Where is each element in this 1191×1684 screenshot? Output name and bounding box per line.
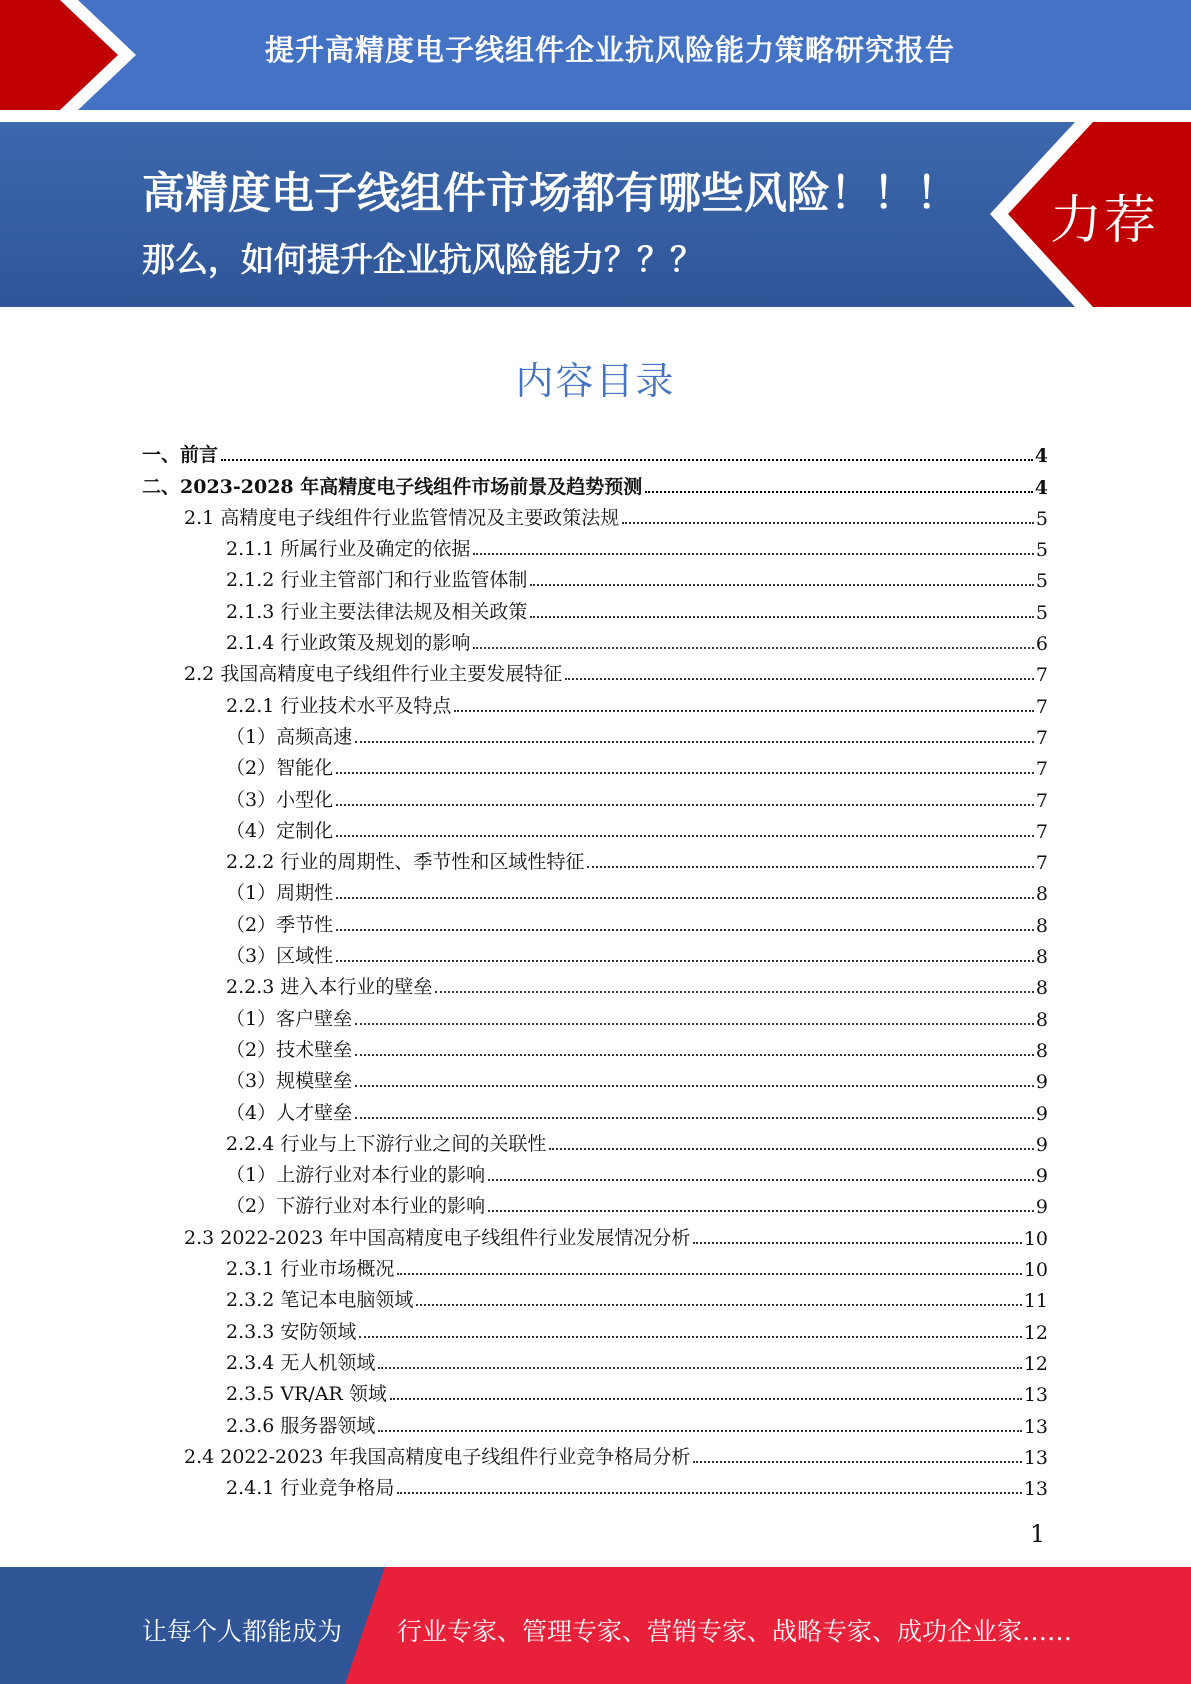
toc-entry-page: 7 <box>1035 820 1048 843</box>
toc-entry-text: 一、前言 <box>142 444 219 467</box>
toc-entry[interactable] <box>142 1093 1048 1124</box>
toc-entry-text: （3）区域性 <box>226 945 334 968</box>
toc-dot-leader <box>336 771 1034 774</box>
toc-dot-leader <box>549 1147 1034 1150</box>
toc-entry-text: 2.1.2 行业主管部门和行业监管体制 <box>226 569 528 592</box>
toc-entry[interactable] <box>142 686 1048 717</box>
toc-entry-text: 2.3 2022-2023 年中国高精度电子线组件行业发展情况分析 <box>184 1226 691 1249</box>
toc-entry-page: 9 <box>1035 1165 1048 1188</box>
toc-entry-page: 8 <box>1035 914 1048 937</box>
toc-entry-page: 8 <box>1035 1008 1048 1031</box>
toc-entry[interactable] <box>142 561 1048 592</box>
toc-entry[interactable] <box>142 905 1048 936</box>
toc-entry-page: 7 <box>1035 664 1048 687</box>
toc-entry-text: 2.3.6 服务器领域 <box>226 1414 376 1437</box>
toc-dot-leader <box>693 1241 1021 1244</box>
toc-entry-page: 12 <box>1023 1321 1048 1344</box>
toc-entry-page: 13 <box>1023 1384 1048 1407</box>
toc-entry-text: （3）规模壁垒 <box>226 1070 353 1093</box>
toc-entry-text: （1）上游行业对本行业的影响 <box>226 1164 486 1187</box>
toc-dot-leader <box>336 834 1034 837</box>
toc-entry-text: 2.2.3 进入本行业的壁垒 <box>226 976 433 999</box>
toc-entry-page: 11 <box>1023 1290 1048 1313</box>
toc-entry-text: 2.1.3 行业主要法律法规及相关政策 <box>226 600 528 623</box>
toc-dot-leader <box>355 1116 1034 1119</box>
toc-entry-text: 2.3.1 行业市场概况 <box>226 1258 395 1281</box>
toc-dot-leader <box>355 740 1034 743</box>
report-title: 提升高精度电子线组件企业抗风险能力策略研究报告 <box>264 33 955 67</box>
toc-entry-text: （2）智能化 <box>226 757 334 780</box>
toc-entry-text: 2.1.4 行业政策及规划的影响 <box>226 632 471 655</box>
toc-entry[interactable] <box>142 1281 1048 1312</box>
toc-dot-leader <box>435 990 1034 993</box>
toc-entry[interactable] <box>142 874 1048 905</box>
toc-entry-text: 2.3.3 安防领域 <box>226 1320 357 1343</box>
toc-entry-text: （4）人才壁垒 <box>226 1101 353 1124</box>
toc-dot-leader <box>473 646 1034 649</box>
toc-entry[interactable] <box>142 1312 1048 1343</box>
toc-entry[interactable] <box>142 1344 1048 1375</box>
toc-entry[interactable] <box>142 1187 1048 1218</box>
toc-entry[interactable] <box>142 499 1048 530</box>
toc-entry-page: 9 <box>1035 1071 1048 1094</box>
toc-entry-page: 8 <box>1035 977 1048 1000</box>
toc-entry-text: （2）季节性 <box>226 913 334 936</box>
toc-entry-text: （1）周期性 <box>226 882 334 905</box>
toc-dot-leader <box>587 865 1034 868</box>
toc-dot-leader <box>416 1303 1021 1306</box>
toc-entry-text: 2.2.2 行业的周期性、季节性和区域性特征 <box>226 851 585 874</box>
toc-entry-page: 13 <box>1023 1446 1048 1469</box>
toc-entry[interactable] <box>142 780 1048 811</box>
toc-dot-leader <box>336 959 1034 962</box>
toc-dot-leader <box>488 1178 1034 1181</box>
toc-entry-page: 7 <box>1035 695 1048 718</box>
toc-entry[interactable] <box>142 1406 1048 1437</box>
page-number: 1 <box>1030 1520 1046 1548</box>
toc-entry-page: 12 <box>1023 1352 1048 1375</box>
toc-entry-text: 二、2023-2028 年高精度电子线组件市场前景及趋势预测 <box>142 475 643 498</box>
toc-entry-text: 2.4 2022-2023 年我国高精度电子线组件行业竞争格局分析 <box>184 1445 691 1468</box>
toc-entry-text: （1）高频高速 <box>226 725 353 748</box>
toc-entry-page: 10 <box>1023 1259 1048 1282</box>
toc-dot-leader <box>336 896 1034 899</box>
toc-dot-leader <box>336 803 1034 806</box>
toc-dot-leader <box>397 1491 1021 1494</box>
toc-dot-leader <box>355 1022 1034 1025</box>
top-red-arrow-decoration <box>0 0 160 110</box>
toc-entry-text: （4）定制化 <box>226 819 334 842</box>
recommend-badge: 力荐 <box>1050 191 1159 251</box>
toc-dot-leader <box>488 1209 1034 1212</box>
toc-entry[interactable] <box>142 530 1048 561</box>
toc-entry-text: （3）小型化 <box>226 788 334 811</box>
toc-entry[interactable] <box>142 999 1048 1030</box>
toc-entry[interactable] <box>142 655 1048 686</box>
toc-entry[interactable] <box>142 1375 1048 1406</box>
toc-entry[interactable] <box>142 467 1048 498</box>
toc-entry[interactable] <box>142 1125 1048 1156</box>
toc-entry[interactable] <box>142 1469 1048 1500</box>
toc-entry[interactable] <box>142 1250 1048 1281</box>
footer-slogan-right: 行业专家、管理专家、营销专家、战略专家、成功企业家…… <box>397 1617 1073 1646</box>
toc-entry-page: 9 <box>1035 1196 1048 1219</box>
toc-entry-page: 5 <box>1035 601 1048 624</box>
toc-dot-leader <box>221 458 1033 461</box>
toc-entry[interactable] <box>142 843 1048 874</box>
toc-title: 内容目录 <box>515 359 676 403</box>
toc-dot-leader <box>355 1084 1034 1087</box>
toc-entry[interactable] <box>142 1031 1048 1062</box>
toc-entry-page: 7 <box>1035 726 1048 749</box>
toc-dot-leader <box>378 1429 1021 1432</box>
toc-entry[interactable] <box>142 592 1048 623</box>
toc-dot-leader <box>336 928 1034 931</box>
toc-entry-page: 8 <box>1035 883 1048 906</box>
toc-dot-leader <box>454 709 1034 712</box>
toc-entry[interactable] <box>142 1218 1048 1249</box>
toc-dot-leader <box>378 1366 1021 1369</box>
toc-entry-text: 2.3.5 VR/AR 领域 <box>226 1383 387 1406</box>
toc-entry-text: （1）客户壁垒 <box>226 1007 353 1030</box>
toc-entry-page: 7 <box>1035 852 1048 875</box>
toc-entry-page: 4 <box>1034 476 1048 499</box>
toc-entry-page: 5 <box>1035 539 1048 562</box>
toc-dot-leader <box>530 583 1034 586</box>
toc-dot-leader <box>530 615 1034 618</box>
toc-entry[interactable] <box>142 718 1048 749</box>
footer-slogan-left: 让每个人都能成为 <box>142 1617 343 1646</box>
toc-entry-text: 2.2 我国高精度电子线组件行业主要发展特征 <box>184 663 563 686</box>
toc-dot-leader <box>693 1460 1021 1463</box>
toc-entry-page: 7 <box>1035 789 1048 812</box>
toc-entry-text: 2.2.1 行业技术水平及特点 <box>226 694 452 717</box>
toc-entry-page: 7 <box>1035 758 1048 781</box>
toc-entry-text: 2.4.1 行业竞争格局 <box>226 1477 395 1500</box>
toc-dot-leader <box>390 1397 1022 1400</box>
toc-entry-page: 8 <box>1035 1039 1048 1062</box>
toc-entry-page: 5 <box>1035 570 1048 593</box>
toc-entry-page: 6 <box>1035 633 1048 656</box>
toc-entry[interactable] <box>142 812 1048 843</box>
toc-entry-page: 8 <box>1035 946 1048 969</box>
toc-entry[interactable] <box>142 436 1048 467</box>
toc-entry-text: 2.3.4 无人机领域 <box>226 1351 376 1374</box>
toc-entry-page: 13 <box>1023 1415 1048 1438</box>
toc-entry[interactable] <box>142 1156 1048 1187</box>
toc-entry-text: 2.1 高精度电子线组件行业监管情况及主要政策法规 <box>184 506 620 529</box>
toc-entry-page: 9 <box>1035 1102 1048 1125</box>
toc-entry[interactable] <box>142 749 1048 780</box>
toc-entry-page: 9 <box>1035 1133 1048 1156</box>
toc-dot-leader <box>397 1272 1021 1275</box>
toc-entry-page: 13 <box>1023 1478 1048 1501</box>
headline-risks: 高精度电子线组件市场都有哪些风险！！！ <box>142 169 959 219</box>
toc-entry-page: 4 <box>1034 445 1048 468</box>
toc-entry-text: （2）下游行业对本行业的影响 <box>226 1195 486 1218</box>
toc-dot-leader <box>473 552 1034 555</box>
toc-entry[interactable] <box>142 937 1048 968</box>
toc-entry-text: 2.2.4 行业与上下游行业之间的关联性 <box>226 1132 547 1155</box>
toc-entry[interactable] <box>142 1438 1048 1469</box>
toc-dot-leader <box>565 677 1034 680</box>
headline-question: 那么，如何提升企业抗风险能力？？？ <box>142 240 703 279</box>
toc-dot-leader <box>622 521 1034 524</box>
toc-entry[interactable] <box>142 624 1048 655</box>
toc-entry[interactable] <box>142 968 1048 999</box>
toc-entry-page: 5 <box>1035 507 1048 530</box>
toc-dot-leader <box>359 1335 1021 1338</box>
toc-dot-leader <box>355 1053 1034 1056</box>
toc-entry[interactable] <box>142 1062 1048 1093</box>
toc-entry-text: 2.3.2 笔记本电脑领域 <box>226 1289 414 1312</box>
toc-dot-leader <box>645 490 1033 493</box>
toc-entry-text: （2）技术壁垒 <box>226 1038 353 1061</box>
toc-entry-text: 2.1.1 所属行业及确定的依据 <box>226 538 471 561</box>
table-of-contents <box>142 436 1048 1500</box>
toc-entry-page: 10 <box>1023 1227 1048 1250</box>
